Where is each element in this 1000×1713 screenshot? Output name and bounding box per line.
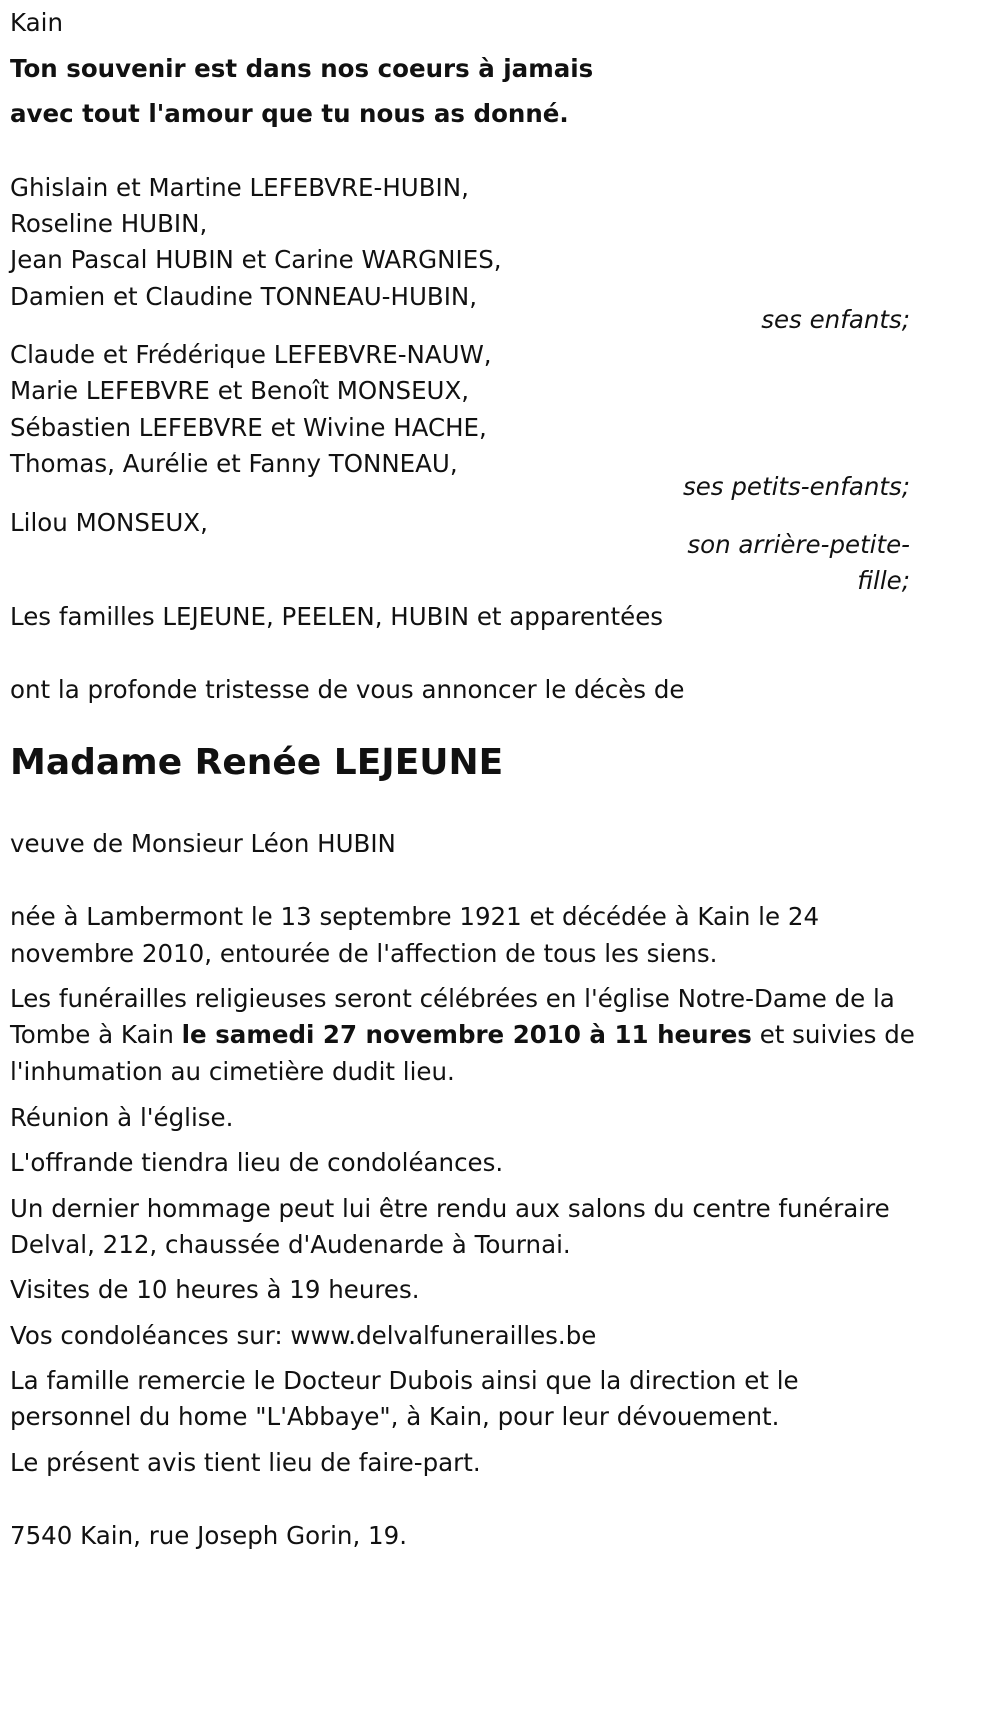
tribute-line-1: Un dernier hommage peut lui être rendu aux salons du centre funéraire xyxy=(10,1194,890,1223)
condolences: Vos condoléances sur: www.delvalfunerailles.be xyxy=(10,1321,597,1350)
funeral-line-2 xyxy=(10,1016,915,1053)
children-relation: ses enfants; xyxy=(761,305,910,334)
thanks-line-2: personnel du home "L'Abbaye", à Kain, pour leur dévouement. xyxy=(10,1402,780,1431)
tribute-line-2: Delval, 212, chaussée d'Audenarde à Tournai. xyxy=(10,1230,571,1259)
widow-of: veuve de Monsieur Léon HUBIN xyxy=(10,829,396,858)
announcement: ont la profonde tristesse de vous annoncer le décès de xyxy=(10,675,685,704)
grandchild-name: Claude et Frédérique LEFEBVRE-NAUW, xyxy=(10,340,492,369)
birth-death-line-1: née à Lambermont le 13 septembre 1921 et décédée à Kain le 24 xyxy=(10,902,820,931)
great-grandchild-relation-line-2: fille; xyxy=(857,566,910,595)
funeral-date: le samedi 27 novembre 2010 à 11 heures xyxy=(181,1020,752,1049)
child-name: Roseline HUBIN, xyxy=(10,209,208,238)
funeral-place: Tombe à Kain xyxy=(10,1020,182,1049)
meeting: Réunion à l'église. xyxy=(10,1103,234,1132)
notice: Le présent avis tient lieu de faire-part. xyxy=(10,1448,481,1477)
grandchild-name: Thomas, Aurélie et Fanny TONNEAU, xyxy=(10,449,458,478)
epitaph-line-1: Ton souvenir est dans nos coeurs à jamais xyxy=(10,54,594,83)
thanks-line-1: La famille remercie le Docteur Dubois ainsi que la direction et le xyxy=(10,1366,799,1395)
birth-death-line-2: novembre 2010, entourée de l'affection de tous les siens. xyxy=(10,939,718,968)
funeral-continuation: et suivies de xyxy=(751,1020,915,1049)
visits: Visites de 10 heures à 19 heures. xyxy=(10,1275,420,1304)
child-name: Ghislain et Martine LEFEBVRE-HUBIN, xyxy=(10,173,469,202)
funeral-line-1: Les funérailles religieuses seront célébrées en l'église Notre-Dame de la xyxy=(10,984,895,1013)
offering: L'offrande tiendra lieu de condoléances. xyxy=(10,1148,504,1177)
place: Kain xyxy=(10,8,63,37)
great-grandchild-name: Lilou MONSEUX, xyxy=(10,508,208,537)
families: Les familles LEJEUNE, PEELEN, HUBIN et apparentées xyxy=(10,602,664,631)
grandchildren-relation: ses petits-enfants; xyxy=(682,472,910,501)
great-grandchild-relation-line-1: son arrière-petite- xyxy=(687,530,910,559)
deceased-name: Madame Renée LEJEUNE xyxy=(10,742,504,783)
address: 7540 Kain, rue Joseph Gorin, 19. xyxy=(10,1521,408,1550)
child-name: Damien et Claudine TONNEAU-HUBIN, xyxy=(10,282,478,311)
child-name: Jean Pascal HUBIN et Carine WARGNIES, xyxy=(10,245,502,274)
grandchild-name: Marie LEFEBVRE et Benoît MONSEUX, xyxy=(10,376,470,405)
epitaph-line-2: avec tout l'amour que tu nous as donné. xyxy=(10,99,569,128)
grandchild-name: Sébastien LEFEBVRE et Wivine HACHE, xyxy=(10,413,487,442)
funeral-line-3: l'inhumation au cimetière dudit lieu. xyxy=(10,1057,455,1086)
